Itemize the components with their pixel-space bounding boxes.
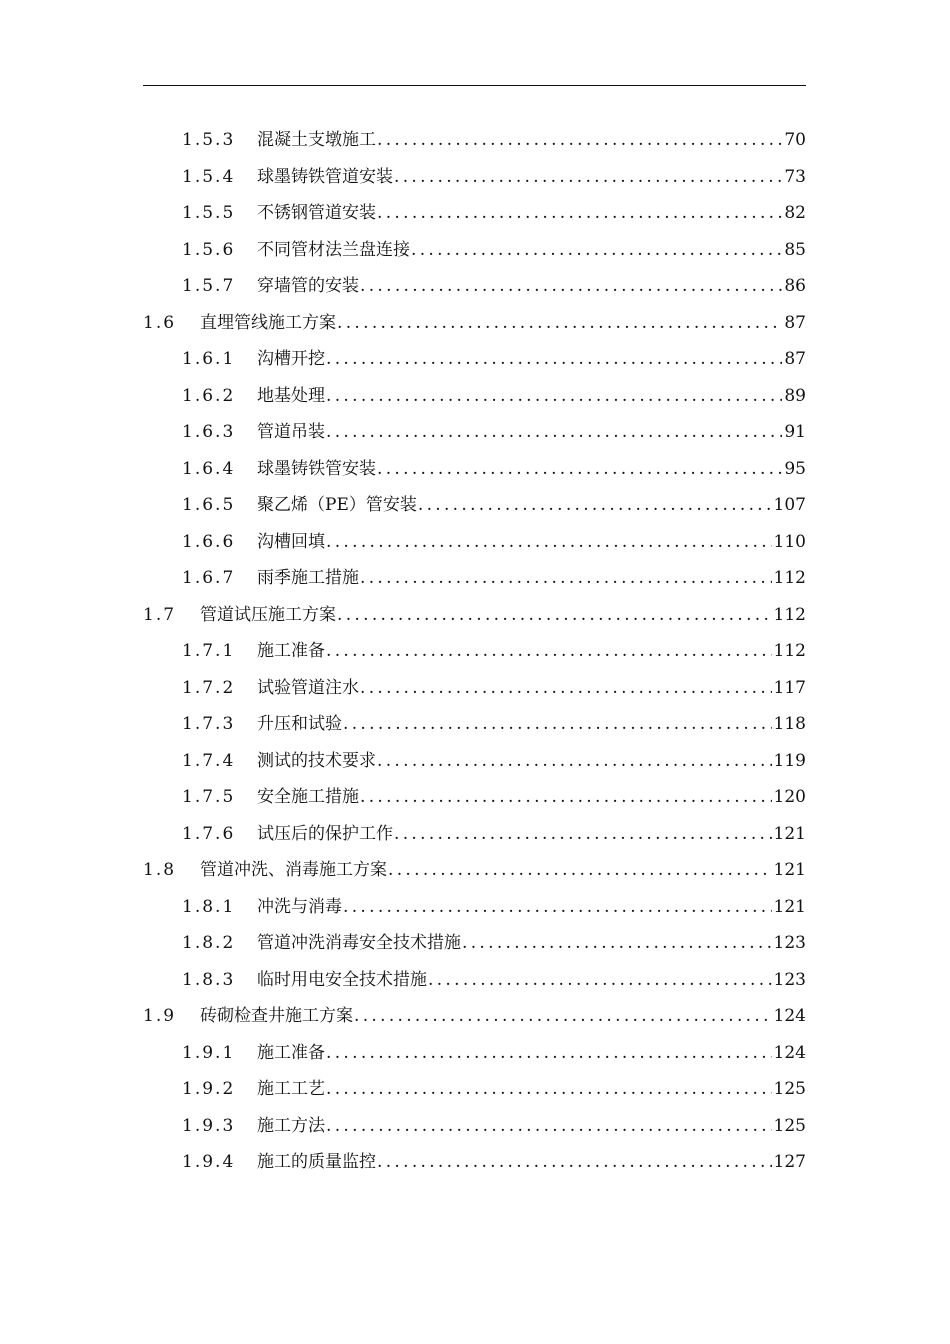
toc-subsection-entry[interactable] xyxy=(143,670,806,707)
toc-dot-leader xyxy=(343,706,772,743)
toc-entry-title: 管道冲洗消毒安全技术措施 xyxy=(257,933,461,953)
toc-subsection-entry[interactable] xyxy=(143,1144,806,1181)
toc-entry-title: 试验管道注水 xyxy=(257,677,359,698)
toc-dot-leader xyxy=(326,633,772,670)
toc-entry-title: 管道吊装 xyxy=(257,422,325,442)
toc-entry-title: 不同管材法兰盘连接 xyxy=(257,239,410,260)
toc-subsection-entry[interactable] xyxy=(143,1071,806,1108)
toc-dot-leader xyxy=(343,889,772,926)
toc-entry-number: 1.8 xyxy=(143,860,177,880)
toc-subsection-entry[interactable] xyxy=(143,1035,806,1072)
toc-entry-number: 1.7.2 xyxy=(182,677,236,698)
toc-dot-leader xyxy=(377,195,782,232)
toc-entry-title: 试压后的保护工作 xyxy=(257,823,393,844)
toc-dot-leader xyxy=(377,451,782,488)
toc-entry-page-number: 107 xyxy=(773,495,806,515)
toc-entry-page-number: 119 xyxy=(773,750,806,771)
toc-dot-leader xyxy=(354,998,772,1035)
toc-subsection-entry[interactable] xyxy=(143,524,806,561)
toc-dot-leader xyxy=(326,414,782,451)
toc-subsection-entry[interactable] xyxy=(143,268,806,305)
table-of-contents xyxy=(143,122,806,1181)
toc-entry-number: 1.8.2 xyxy=(182,933,236,953)
toc-subsection-entry[interactable] xyxy=(143,560,806,597)
toc-dot-leader xyxy=(411,232,782,269)
toc-entry-number: 1.8.1 xyxy=(182,896,236,917)
toc-dot-leader xyxy=(337,305,782,342)
toc-subsection-entry[interactable] xyxy=(143,487,806,524)
toc-dot-leader xyxy=(360,560,772,597)
toc-dot-leader xyxy=(394,816,772,853)
toc-entry-number: 1.9.3 xyxy=(182,1115,236,1136)
toc-subsection-entry[interactable] xyxy=(143,889,806,926)
toc-subsection-entry[interactable] xyxy=(143,743,806,780)
toc-subsection-entry[interactable] xyxy=(143,925,806,962)
toc-entry-page-number: 127 xyxy=(773,1152,806,1172)
toc-entry-page-number: 112 xyxy=(773,641,806,661)
toc-entry-number: 1.7 xyxy=(143,604,177,625)
toc-entry-title: 测试的技术要求 xyxy=(257,750,376,771)
toc-dot-leader xyxy=(326,341,782,378)
toc-entry-title: 安全施工措施 xyxy=(257,787,359,807)
toc-entry-number: 1.6.4 xyxy=(182,458,236,479)
toc-entry-number: 1.9.4 xyxy=(182,1152,236,1172)
toc-section-entry[interactable] xyxy=(143,305,806,342)
toc-subsection-entry[interactable] xyxy=(143,378,806,415)
toc-dot-leader xyxy=(377,1144,772,1181)
toc-entry-page-number: 82 xyxy=(784,203,806,223)
toc-entry-number: 1.6 xyxy=(143,312,177,333)
toc-section-entry[interactable] xyxy=(143,597,806,634)
toc-entry-page-number: 121 xyxy=(773,896,806,917)
toc-entry-page-number: 117 xyxy=(773,677,806,698)
toc-entry-page-number: 124 xyxy=(773,1042,806,1063)
toc-entry-number: 1.9 xyxy=(143,1006,177,1026)
toc-dot-leader xyxy=(326,1108,772,1145)
toc-entry-title: 穿墙管的安装 xyxy=(257,276,359,296)
toc-subsection-entry[interactable] xyxy=(143,122,806,159)
toc-entry-page-number: 89 xyxy=(784,385,806,406)
toc-dot-leader xyxy=(360,670,772,707)
toc-entry-title: 不锈钢管道安装 xyxy=(257,203,376,223)
toc-entry-page-number: 112 xyxy=(773,604,806,625)
toc-entry-number: 1.6.5 xyxy=(182,495,236,515)
toc-dot-leader xyxy=(418,487,772,524)
toc-entry-number: 1.5.5 xyxy=(182,203,236,223)
toc-entry-title: 砖砌检查井施工方案 xyxy=(200,1006,353,1026)
toc-entry-title: 施工工艺 xyxy=(257,1079,325,1099)
toc-entry-title: 施工准备 xyxy=(257,641,325,661)
toc-entry-number: 1.7.1 xyxy=(182,641,236,661)
toc-entry-title: 聚乙烯（PE）管安装 xyxy=(257,495,417,515)
toc-entry-number: 1.6.1 xyxy=(182,349,236,369)
toc-entry-number: 1.6.2 xyxy=(182,385,236,406)
toc-entry-page-number: 121 xyxy=(773,823,806,844)
toc-entry-page-number: 85 xyxy=(784,239,806,260)
toc-subsection-entry[interactable] xyxy=(143,195,806,232)
toc-entry-page-number: 86 xyxy=(784,276,806,296)
toc-entry-page-number: 125 xyxy=(773,1115,806,1136)
toc-entry-title: 升压和试验 xyxy=(257,714,342,734)
toc-entry-number: 1.7.3 xyxy=(182,714,236,734)
toc-subsection-entry[interactable] xyxy=(143,962,806,999)
toc-entry-number: 1.7.4 xyxy=(182,750,236,771)
toc-dot-leader xyxy=(337,597,772,634)
toc-entry-number: 1.7.5 xyxy=(182,787,236,807)
toc-entry-number: 1.5.3 xyxy=(182,130,236,150)
toc-entry-number: 1.9.1 xyxy=(182,1042,236,1063)
toc-dot-leader xyxy=(326,378,782,415)
toc-subsection-entry[interactable] xyxy=(143,451,806,488)
toc-entry-number: 1.5.7 xyxy=(182,276,236,296)
toc-entry-page-number: 70 xyxy=(784,130,806,150)
toc-entry-page-number: 87 xyxy=(784,349,806,369)
toc-entry-number: 1.6.7 xyxy=(182,568,236,588)
toc-entry-title: 直埋管线施工方案 xyxy=(200,312,336,333)
toc-entry-page-number: 125 xyxy=(773,1079,806,1099)
toc-dot-leader xyxy=(326,1071,772,1108)
toc-entry-page-number: 123 xyxy=(773,969,806,990)
toc-subsection-entry[interactable] xyxy=(143,341,806,378)
toc-dot-leader xyxy=(462,925,772,962)
toc-entry-number: 1.5.4 xyxy=(182,166,236,187)
header-rule xyxy=(143,85,806,86)
toc-entry-number: 1.6.3 xyxy=(182,422,236,442)
toc-entry-title: 施工方法 xyxy=(257,1115,325,1136)
toc-entry-number: 1.5.6 xyxy=(182,239,236,260)
toc-entry-page-number: 95 xyxy=(784,458,806,479)
toc-subsection-entry[interactable] xyxy=(143,633,806,670)
toc-entry-title: 沟槽回填 xyxy=(257,531,325,552)
toc-entry-title: 施工准备 xyxy=(257,1042,325,1063)
toc-dot-leader xyxy=(360,268,782,305)
toc-subsection-entry[interactable] xyxy=(143,159,806,196)
toc-entry-number: 1.8.3 xyxy=(182,969,236,990)
toc-entry-number: 1.7.6 xyxy=(182,823,236,844)
toc-entry-page-number: 87 xyxy=(784,312,806,333)
toc-entry-title: 雨季施工措施 xyxy=(257,568,359,588)
toc-entry-title: 管道冲洗、消毒施工方案 xyxy=(200,860,387,880)
toc-subsection-entry[interactable] xyxy=(143,706,806,743)
toc-dot-leader xyxy=(377,122,782,159)
toc-dot-leader xyxy=(428,962,772,999)
toc-entry-page-number: 123 xyxy=(773,933,806,953)
toc-dot-leader xyxy=(377,743,772,780)
toc-entry-page-number: 121 xyxy=(773,860,806,880)
toc-subsection-entry[interactable] xyxy=(143,1108,806,1145)
toc-dot-leader xyxy=(394,159,782,196)
toc-entry-title: 混凝土支墩施工 xyxy=(257,130,376,150)
toc-entry-title: 沟槽开挖 xyxy=(257,349,325,369)
toc-entry-title: 临时用电安全技术措施 xyxy=(257,969,427,990)
toc-entry-title: 施工的质量监控 xyxy=(257,1152,376,1172)
toc-entry-page-number: 124 xyxy=(773,1006,806,1026)
toc-entry-page-number: 91 xyxy=(784,422,806,442)
toc-section-entry[interactable] xyxy=(143,998,806,1035)
toc-dot-leader xyxy=(326,1035,772,1072)
toc-entry-title: 球墨铸铁管安装 xyxy=(257,458,376,479)
toc-subsection-entry[interactable] xyxy=(143,816,806,853)
toc-entry-page-number: 73 xyxy=(784,166,806,187)
toc-dot-leader xyxy=(326,524,772,561)
toc-dot-leader xyxy=(388,852,772,889)
toc-entry-page-number: 120 xyxy=(773,787,806,807)
toc-entry-title: 冲洗与消毒 xyxy=(257,896,342,917)
toc-subsection-entry[interactable] xyxy=(143,232,806,269)
toc-entry-page-number: 112 xyxy=(773,568,806,588)
toc-section-entry[interactable] xyxy=(143,852,806,889)
toc-entry-title: 球墨铸铁管道安装 xyxy=(257,166,393,187)
toc-entry-title: 地基处理 xyxy=(257,385,325,406)
toc-entry-number: 1.6.6 xyxy=(182,531,236,552)
toc-entry-number: 1.9.2 xyxy=(182,1079,236,1099)
toc-subsection-entry[interactable] xyxy=(143,414,806,451)
toc-dot-leader xyxy=(360,779,772,816)
toc-subsection-entry[interactable] xyxy=(143,779,806,816)
toc-entry-page-number: 118 xyxy=(773,714,806,734)
toc-entry-title: 管道试压施工方案 xyxy=(200,604,336,625)
toc-entry-page-number: 110 xyxy=(773,531,806,552)
